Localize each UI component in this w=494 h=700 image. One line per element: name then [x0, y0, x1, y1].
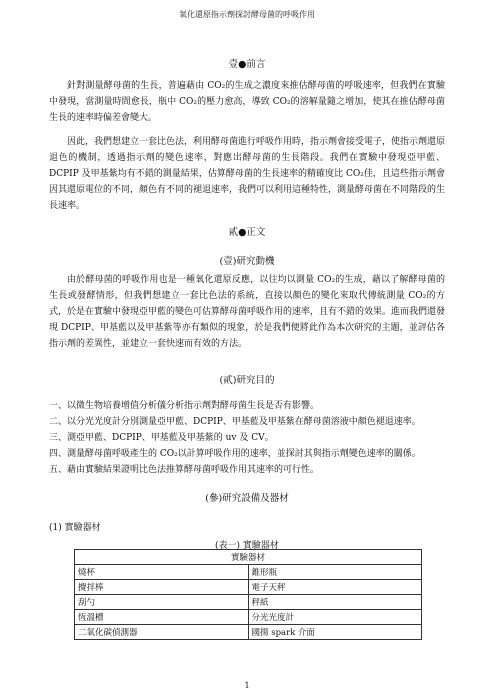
section-title-preface: 壹●前言 — [228, 59, 266, 70]
table-row — [75, 625, 422, 640]
section-title-main: 貳●正文 — [228, 227, 266, 238]
table-cell: 燒杯 — [75, 565, 249, 580]
table-cell: 秤紙 — [248, 595, 422, 610]
table-cell: 刮勺 — [75, 595, 249, 610]
table-row — [75, 595, 422, 610]
preface-paragraph-2: 因此，我們想建立一套比色法，利用酵母菌進行呼吸作用時，指示劑會接受電子，使指示劑還原退色的機制，透過指示劑的變色速率，對應出酵母菌的生長階段。我們在實驗中發現亞甲藍、DCPIP 及甲基紫均有不錯的測量結果，估算酵母菌的生長速率的精確度比 CO₂佳，且這些指示劑會因其還原電位的不同，顏色有不同的褪退速率，我們可以利用這種特性，測量酵母菌在不同階段的生長速率。 — [49, 137, 446, 211]
subsection-title-purpose: (貳)研究目的 — [219, 375, 275, 386]
table-row — [75, 580, 422, 595]
preface-paragraph-1: 針對測量酵母菌的生長，普遍藉由 CO₂的生成之濃度來推估酵母菌的呼吸速率，但我們在實驗中發現，當測量時間愈長，瓶中 CO₂的壓力愈高，導致 CO₂的溶解量隨之增加，使其在推估酵母菌生長的速率時偏差會變大。 — [49, 81, 445, 123]
objective-item: 五、藉由實驗結果證明比色法推算酵母菌呼吸作用其速率的可行性。 — [49, 465, 320, 475]
page-number: 1 — [244, 681, 250, 690]
subsection-title-equipment: (參)研究設備及器材 — [205, 493, 289, 504]
equipment-label: (1) 實驗器材 — [49, 523, 101, 533]
table-cell: 國揚 spark 介面 — [248, 625, 422, 640]
objective-item: 三、測亞甲藍、DCPIP、甲基藍及甲基紫的 uv 及 CV。 — [49, 433, 274, 443]
table-header-row — [75, 550, 422, 565]
table-header-cell: 實驗器材 — [75, 550, 422, 565]
table-cell: 二氧化碳偵測器 — [75, 625, 249, 640]
table-row — [75, 610, 422, 625]
running-header: 氧化還原指示劑探討酵母菌的呼吸作用 — [179, 10, 315, 19]
table-cell: 分光光度計 — [248, 610, 422, 625]
objective-item: 一、以微生物培養增值分析儀分析指示劑對酵母菌生長是否有影響。 — [49, 401, 320, 411]
objective-item: 四、測量酵母菌呼吸產生的 CO₂以計算呼吸作用的速率，並探討其與指示劑變色速率的關係。 — [49, 449, 421, 459]
motivation-paragraph: 由於酵母菌的呼吸作用也是一種氧化還原反應，以往均以測量 CO₂的生成，藉以了解酵母菌的生長或發酵情形，但我們想建立一套比色法的系統，直接以顏色的變化來取代傳統測量 CO₂的方式，於是在實驗中發現亞甲藍的變色可估算酵母菌呼吸作用的速率，且有不錯的效果。進而我們還發現 DCPIP、甲基藍以及甲基紫等亦有類似的現象，於是我們便將此作為本次研究的主題，並評估各指示劑的差異性，並建立一套快速而有效的方法。 — [49, 275, 446, 349]
table-cell: 電子天秤 — [248, 580, 422, 595]
table-row — [75, 565, 422, 580]
table-cell: 攪拌棒 — [75, 580, 249, 595]
table-cell: 恆溫槽 — [75, 610, 249, 625]
equipment-table — [74, 549, 422, 640]
subsection-title-motivation: (壹)研究動機 — [219, 256, 275, 267]
objective-item: 二、以分光光度計分別測量亞甲藍、DCPIP、甲基藍及甲基紫在酵母菌溶液中顏色褪退速率。 — [49, 417, 421, 427]
table-caption: (表一) 實驗器材 — [215, 541, 279, 551]
objectives-list — [49, 398, 449, 478]
table-cell: 錐形瓶 — [248, 565, 422, 580]
